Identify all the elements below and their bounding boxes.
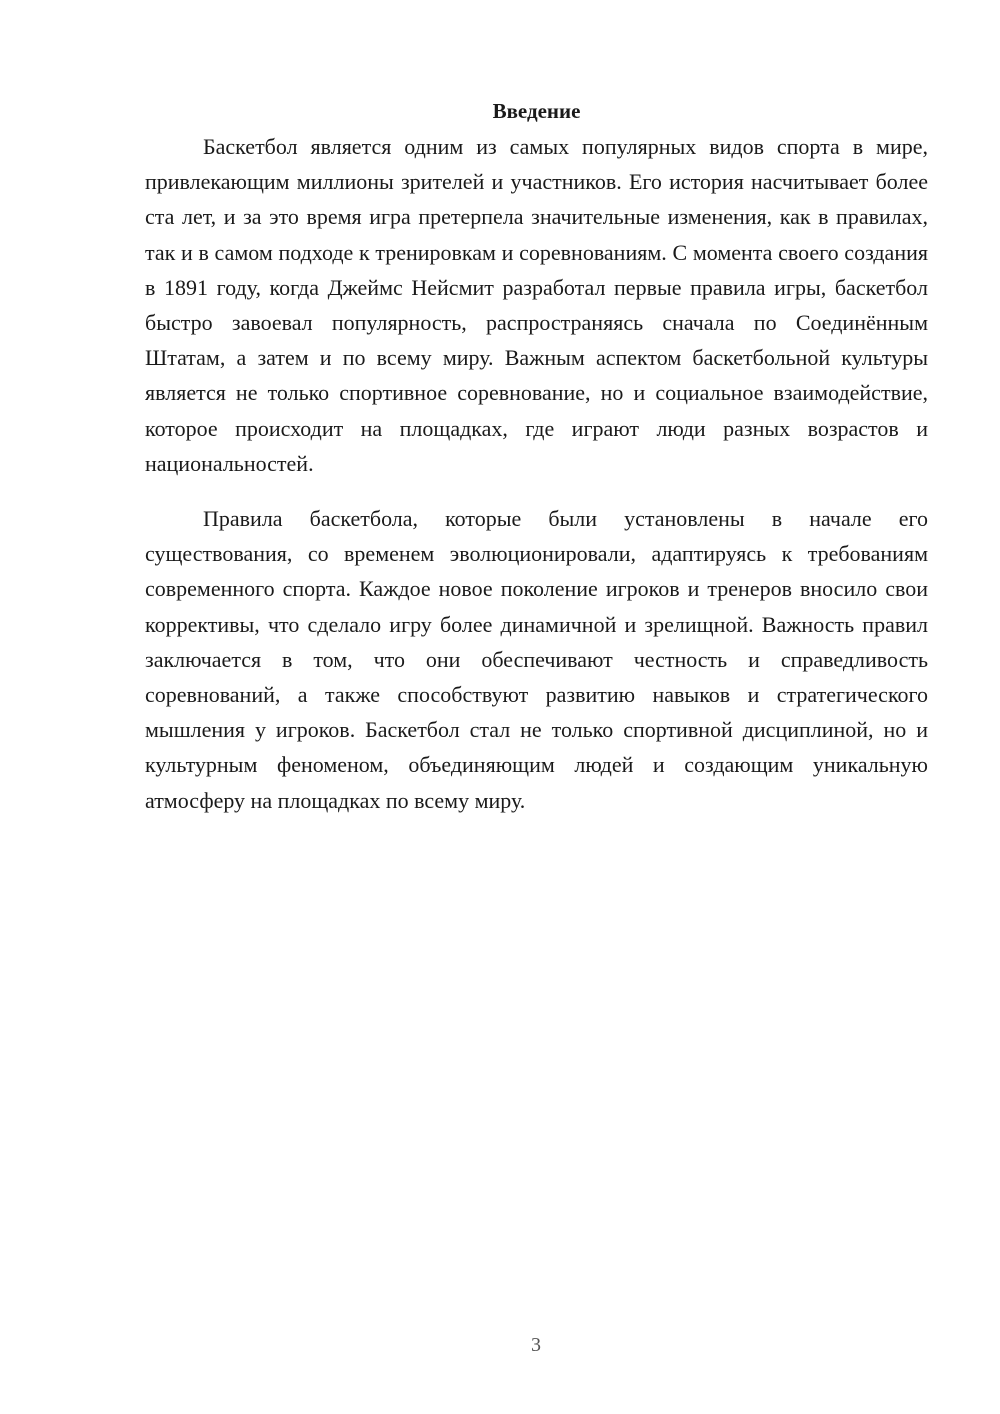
paragraph-1: Баскетбол является одним из самых популярных видов спорта в мире, привлекающим миллионы зрителей и участников. Его история насчитывает более ста лет, и за это время игра претерпела значительные изменения, как в правилах, так и в самом подходе к тренировкам и соревнованиям. С момента своего создания в 1891 году, когда Джеймс Нейсмит разработал первые правила игры, баскетбол быстро завоевал популярность, распространяясь сначала по Соединённым Штатам, а затем и по всему миру. Важным аспектом баскетбольной культуры является не только спортивное соревнование, но и социальное взаимодействие, которое происходит на площадках, где играют люди разных возрастов и национальностей.	[145, 134, 928, 476]
page-number: 3	[531, 1334, 541, 1356]
section-heading: Введение	[492, 99, 581, 123]
page-content	[145, 93, 928, 818]
paragraph-2: Правила баскетбола, которые были установлены в начале его существования, со временем эволюционировали, адаптируясь к требованиям современного спорта. Каждое новое поколение игроков и тренеров вносило свои коррективы, что сделало игру более динамичной и зрелищной. Важность правил заключается в том, что они обеспечивают честность и справедливость соревнований, а также способствуют развитию навыков и стратегического мышления у игроков. Баскетбол стал не только спортивной дисциплиной, но и культурным феноменом, объединяющим людей и создающим уникальную атмосферу на площадках по всему миру.	[145, 506, 928, 813]
